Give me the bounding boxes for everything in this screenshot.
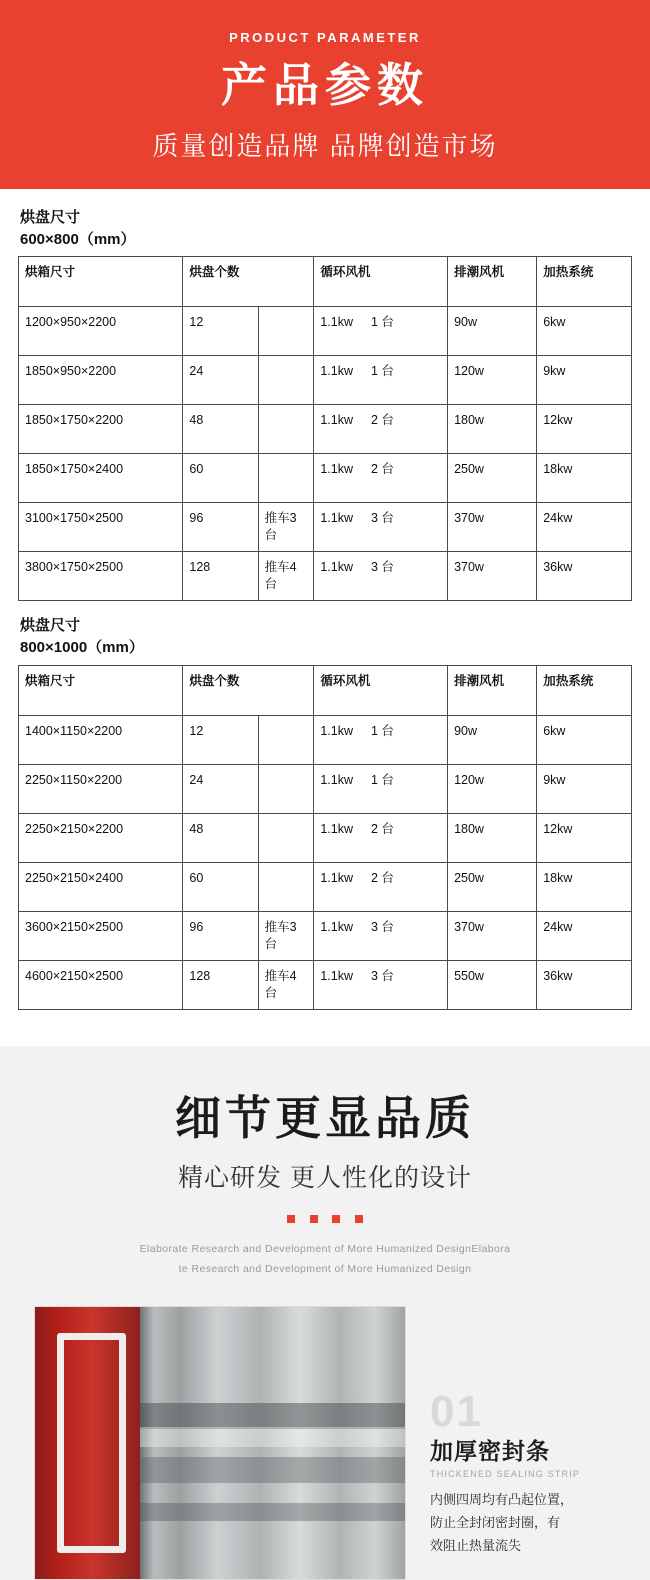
cell-size: 2250×2150×2400 [19, 862, 183, 911]
cell-size: 1850×950×2200 [19, 356, 183, 405]
table-row [19, 454, 632, 503]
cell-fan-power: 1.1kw [320, 919, 353, 934]
cell-qty-value: 48 [189, 821, 204, 836]
cell-cart [258, 715, 314, 764]
detail-english-text [0, 1240, 650, 1280]
cell-cart [258, 405, 314, 454]
feature-title: 加厚密封条 [430, 1438, 550, 1465]
col-header-qty: 烘盘个数 [183, 665, 314, 715]
cell-qty [183, 911, 258, 960]
detail-english-line1: Elaborate Research and Development of More Humanized DesignElabora [139, 1242, 511, 1255]
cell-fan-power: 1.1kw [320, 870, 353, 885]
cell-size: 1850×1750×2400 [19, 454, 183, 503]
table-row [19, 552, 632, 601]
cell-heat: 6kw [537, 715, 632, 764]
feature-desc-line3: 效阻止热量流失 [430, 1537, 522, 1553]
cell-qty [183, 405, 258, 454]
spec-heading-2 [20, 615, 632, 659]
col-header-exhaust: 排潮风机 [448, 257, 537, 307]
col-header-size: 烘箱尺寸 [19, 665, 183, 715]
dot-icon [310, 1215, 318, 1223]
photo-highlight [140, 1427, 405, 1447]
col-header-heat: 加热系统 [537, 665, 632, 715]
table-row [19, 764, 632, 813]
cell-fan [314, 552, 448, 601]
cell-fan-power: 1.1kw [320, 511, 353, 526]
feature-text-block [406, 1306, 650, 1558]
cell-fan [314, 715, 448, 764]
cell-size: 1850×1750×2200 [19, 405, 183, 454]
cell-qty [183, 307, 258, 356]
cell-fan-power: 1.1kw [320, 364, 353, 379]
hero-banner [0, 0, 650, 189]
cell-qty [183, 454, 258, 503]
col-header-size: 烘箱尺寸 [19, 257, 183, 307]
cell-fan-count: 1 台 [370, 364, 394, 379]
cell-fan [314, 911, 448, 960]
dot-icon [287, 1215, 295, 1223]
table-row [19, 307, 632, 356]
col-header-fan: 循环风机 [314, 257, 448, 307]
cell-cart: 推车4台 [258, 552, 314, 601]
cell-size: 2250×2150×2200 [19, 813, 183, 862]
cell-fan-count: 1 台 [370, 772, 394, 787]
cell-exhaust: 250w [448, 862, 537, 911]
cell-heat: 18kw [537, 454, 632, 503]
cell-heat: 24kw [537, 911, 632, 960]
cell-heat: 6kw [537, 307, 632, 356]
cell-qty-value: 128 [189, 560, 211, 575]
cell-fan-count: 3 台 [370, 968, 394, 983]
detail-title: 细节更显品质 [175, 1091, 475, 1144]
cell-size: 3100×1750×2500 [19, 503, 183, 552]
table-row [19, 405, 632, 454]
photo-band [140, 1403, 405, 1429]
cell-size: 1200×950×2200 [19, 307, 183, 356]
feature-description [430, 1489, 650, 1557]
table-row [19, 715, 632, 764]
cell-fan-power: 1.1kw [320, 315, 353, 330]
photo-door-frame [57, 1333, 126, 1553]
cell-heat: 9kw [537, 764, 632, 813]
cell-exhaust: 120w [448, 356, 537, 405]
cell-heat: 12kw [537, 405, 632, 454]
cell-qty-value: 128 [189, 968, 211, 983]
cell-fan [314, 356, 448, 405]
cell-qty-value: 24 [189, 772, 204, 787]
spec-section [0, 189, 650, 1046]
cell-fan-count: 3 台 [370, 560, 394, 575]
cell-fan-power: 1.1kw [320, 413, 353, 428]
table-row [19, 503, 632, 552]
table-row [19, 862, 632, 911]
cell-fan-power: 1.1kw [320, 968, 353, 983]
cell-heat: 36kw [537, 552, 632, 601]
cell-fan-power: 1.1kw [320, 560, 353, 575]
detail-subtitle: 精心研发 更人性化的设计 [178, 1163, 472, 1192]
table-header-row [19, 257, 632, 307]
cell-fan [314, 862, 448, 911]
cell-fan-count: 3 台 [370, 511, 394, 526]
detail-banner [0, 1046, 650, 1306]
col-header-exhaust: 排潮风机 [448, 665, 537, 715]
table-row [19, 356, 632, 405]
cell-cart [258, 862, 314, 911]
cell-fan-power: 1.1kw [320, 462, 353, 477]
cell-qty-value: 96 [189, 511, 204, 526]
cell-fan [314, 764, 448, 813]
cell-heat: 24kw [537, 503, 632, 552]
spec-heading-1-line2: 600×800（mm） [20, 230, 136, 248]
cell-fan-count: 3 台 [370, 919, 394, 934]
table-header-row [19, 665, 632, 715]
cell-fan-count: 1 台 [370, 315, 394, 330]
cell-qty-value: 60 [189, 462, 204, 477]
feature-desc-line1: 内侧四周均有凸起位置， [430, 1492, 574, 1508]
cell-fan [314, 307, 448, 356]
cell-cart [258, 356, 314, 405]
cell-qty-value: 24 [189, 364, 204, 379]
spec-table-600x800-body [19, 307, 632, 601]
cell-fan [314, 960, 448, 1009]
col-header-qty: 烘盘个数 [183, 257, 314, 307]
table-row [19, 813, 632, 862]
spec-table-800x1000-body [19, 715, 632, 1009]
cell-qty [183, 862, 258, 911]
cell-exhaust: 370w [448, 552, 537, 601]
cell-qty-value: 48 [189, 413, 204, 428]
cell-size: 3600×2150×2500 [19, 911, 183, 960]
cell-qty [183, 552, 258, 601]
cell-fan-power: 1.1kw [320, 723, 353, 738]
cell-exhaust: 120w [448, 764, 537, 813]
cell-fan-count: 2 台 [370, 413, 394, 428]
cell-cart: 推车4台 [258, 960, 314, 1009]
cell-size: 1400×1150×2200 [19, 715, 183, 764]
cell-heat: 36kw [537, 960, 632, 1009]
cell-fan [314, 813, 448, 862]
cell-qty-value: 12 [189, 723, 204, 738]
cell-size: 4600×2150×2500 [19, 960, 183, 1009]
cell-fan-power: 1.1kw [320, 772, 353, 787]
cell-exhaust: 180w [448, 405, 537, 454]
col-header-fan: 循环风机 [314, 665, 448, 715]
table-row [19, 960, 632, 1009]
photo-band [140, 1503, 405, 1521]
cell-exhaust: 180w [448, 813, 537, 862]
cell-qty-value: 96 [189, 919, 204, 934]
cell-fan-count: 2 台 [370, 462, 394, 477]
cell-heat: 9kw [537, 356, 632, 405]
cell-size: 3800×1750×2500 [19, 552, 183, 601]
detail-english-line2: te Research and Development of More Humanized Design [178, 1262, 472, 1275]
feature-number: 01 [430, 1386, 483, 1436]
cell-fan-count: 2 台 [370, 821, 394, 836]
spec-heading-2-line2: 800×1000（mm） [20, 639, 144, 657]
table-row [19, 911, 632, 960]
spec-heading-1 [20, 207, 632, 251]
cell-fan-count: 1 台 [370, 723, 394, 738]
cell-cart [258, 764, 314, 813]
hero-subtitle: 质量创造品牌 品牌创造市场 [152, 130, 498, 161]
cell-heat: 18kw [537, 862, 632, 911]
cell-fan [314, 405, 448, 454]
cell-qty [183, 356, 258, 405]
cell-cart [258, 813, 314, 862]
cell-fan-count: 2 台 [370, 870, 394, 885]
hero-eyebrow: PRODUCT PARAMETER [229, 30, 421, 45]
cell-fan [314, 503, 448, 552]
feature-desc-line2: 防止全封闭密封圈，有 [430, 1515, 561, 1531]
cell-exhaust: 370w [448, 911, 537, 960]
cell-cart [258, 454, 314, 503]
photo-band [140, 1457, 405, 1483]
cell-cart [258, 307, 314, 356]
dot-icon [332, 1215, 340, 1223]
cell-qty [183, 715, 258, 764]
cell-qty-value: 12 [189, 315, 204, 330]
cell-exhaust: 90w [448, 307, 537, 356]
spec-heading-2-line1: 烘盘尺寸 [20, 617, 81, 635]
cell-exhaust: 550w [448, 960, 537, 1009]
feature-block-01 [0, 1306, 650, 1580]
cell-qty-value: 60 [189, 870, 204, 885]
feature-english: THICKENED SEALING STRIP [430, 1469, 581, 1480]
spec-table-600x800 [18, 256, 632, 601]
spec-table-800x1000 [18, 665, 632, 1010]
cell-cart: 推车3台 [258, 911, 314, 960]
cell-exhaust: 370w [448, 503, 537, 552]
page-title: 产品参数 [221, 59, 429, 111]
cell-fan [314, 454, 448, 503]
feature-photo-sealing-strip [34, 1306, 406, 1580]
spec-heading-1-line1: 烘盘尺寸 [20, 208, 81, 226]
cell-exhaust: 90w [448, 715, 537, 764]
dot-icon [355, 1215, 363, 1223]
cell-qty [183, 960, 258, 1009]
cell-qty [183, 813, 258, 862]
cell-fan-power: 1.1kw [320, 821, 353, 836]
cell-qty [183, 503, 258, 552]
cell-size: 2250×1150×2200 [19, 764, 183, 813]
cell-exhaust: 250w [448, 454, 537, 503]
col-header-heat: 加热系统 [537, 257, 632, 307]
cell-heat: 12kw [537, 813, 632, 862]
dot-separator [0, 1210, 650, 1228]
cell-qty [183, 764, 258, 813]
cell-cart: 推车3台 [258, 503, 314, 552]
photo-red-door [35, 1307, 140, 1579]
